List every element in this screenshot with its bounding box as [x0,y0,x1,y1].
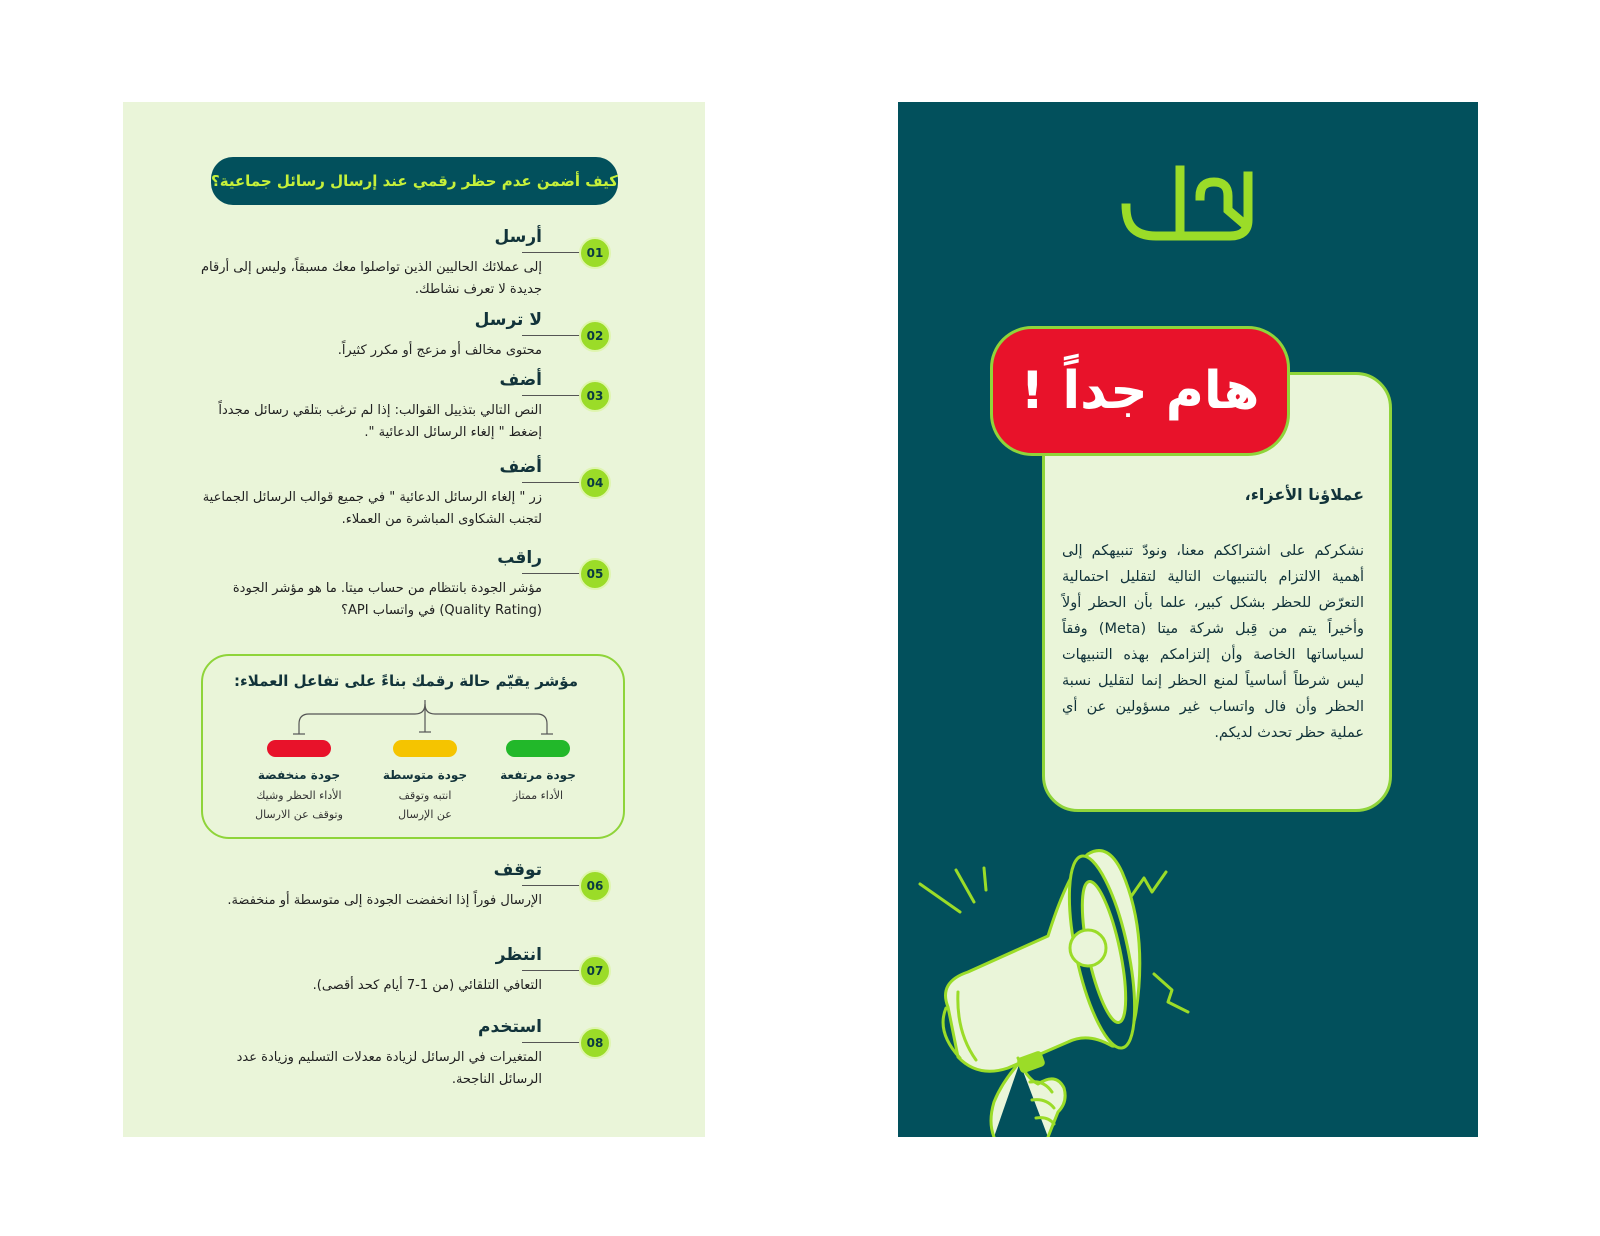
step-description: الإرسال فوراً إذا انخفضت الجودة إلى متوسطة أو منخفضة. [227,893,542,908]
step-divider [522,885,581,886]
question-banner: كيف أضمن عدم حظر رقمي عند إرسال رسائل جماعية؟ [211,157,618,205]
quality-title: مؤشر يقيّم حالة رقمك بناءً على تفاعل العملاء: [234,672,578,690]
quality-low-pill [267,740,331,757]
quality-level-desc: الأداء الحظر وشيك [256,789,342,802]
step-divider [522,970,581,971]
step-item [123,548,705,618]
step-divider [522,395,581,396]
step-item [123,227,705,297]
step-description: إلى عملائك الحاليين الذين تواصلوا معك مسبقاً، وليس إلى أرقام جديدة لا تعرف نشاطك. [200,260,542,297]
quality-low-column [234,768,364,824]
step-description: مؤشر الجودة بانتظام من حساب ميتا. ما هو مؤشر الجودة (Quality Rating) في واتساب API؟ [232,581,542,618]
greeting-heading: عملاؤنا الأعزاء، [1244,485,1364,504]
quality-medium-column [360,768,490,824]
step-number-badge: 03 [579,380,611,412]
quality-level-title: جودة متوسطة [382,768,468,782]
step-item [123,860,705,930]
step-description: التعافي التلقائي (من 1-7 أيام كحد أقصى). [312,978,542,993]
step-number-badge: 06 [579,870,611,902]
quality-level-desc: انتبه وتوقف [398,789,452,802]
step-number-badge: 04 [579,467,611,499]
quality-high-pill [506,740,570,757]
quality-connector-lines [203,656,627,746]
step-title: أرسل [494,227,542,247]
quality-level-title: جودة مرتفعة [500,768,576,782]
step-divider [522,335,581,336]
quality-level-desc: الأداء ممتاز [512,789,564,802]
message-body: نشكركم على اشتراككم معنا، ونودّ تنبيهكم إلى أهمية الالتزام بالتنبيهات التالية لتقليل احتمالية التعرّض للحظر بشكل كبير، علما بأن الحظر أولاً وأخيراً يتم من قِبل شركة ميتا (Meta) وفقاً لسياساتها الخاصة وأن إلتزامكم بهذه التنبيهات ليس شرطاً أساسياً لمنع الحظر إنما لتقليل نسبة الحظر وأن فال واتساب غير مسؤولين عن أي عملية حظر تحدث لديكم. [1062,543,1364,741]
quality-level-desc: وتوقف عن الارسال [255,808,343,821]
step-title: لا ترسل [474,310,542,330]
step-title: انتظر [495,945,542,965]
step-number-badge: 07 [579,955,611,987]
step-title: أضف [499,457,542,477]
step-description: زر " إلغاء الرسائل الدعائية " في جميع قوالب الرسائل الجماعية لتجنب الشكاوى المباشرة من العملاء. [202,490,542,527]
megaphone-icon [898,832,1218,1137]
step-item [123,457,705,527]
step-title: استخدم [477,1017,542,1037]
step-title: راقب [497,548,542,568]
quality-level-title: جودة منخفضة [257,768,341,782]
step-divider [522,252,581,253]
step-divider [522,1042,581,1043]
step-description: محتوى مخالف أو مزعج أو مكرر كثيراً. [337,343,542,358]
step-title: توقف [493,860,542,880]
fal-logo-icon [1118,160,1258,246]
step-title: أضف [499,370,542,390]
alert-badge: هام جداً ! [990,326,1290,456]
step-divider [522,482,581,483]
step-description: المتغيرات في الرسائل لزيادة معدلات التسليم وزيادة عدد الرسائل الناجحة. [236,1050,542,1087]
step-item [123,370,705,440]
quality-high-column [473,768,603,805]
step-item [123,945,705,1015]
quality-rating-box [201,654,625,839]
announcement-panel [898,102,1478,1137]
step-item [123,1017,705,1087]
step-number-badge: 08 [579,1027,611,1059]
step-number-badge: 01 [579,237,611,269]
step-description: النص التالي بتذييل القوالب: إذا لم ترغب بتلقي رسائل مجدداً إضغط " إلغاء الرسائل الدعائية ". [218,403,542,440]
quality-medium-pill [393,740,457,757]
step-number-badge: 02 [579,320,611,352]
guide-panel [123,102,705,1137]
step-divider [522,573,581,574]
quality-level-desc: عن الإرسال [398,808,452,821]
step-number-badge: 05 [579,558,611,590]
